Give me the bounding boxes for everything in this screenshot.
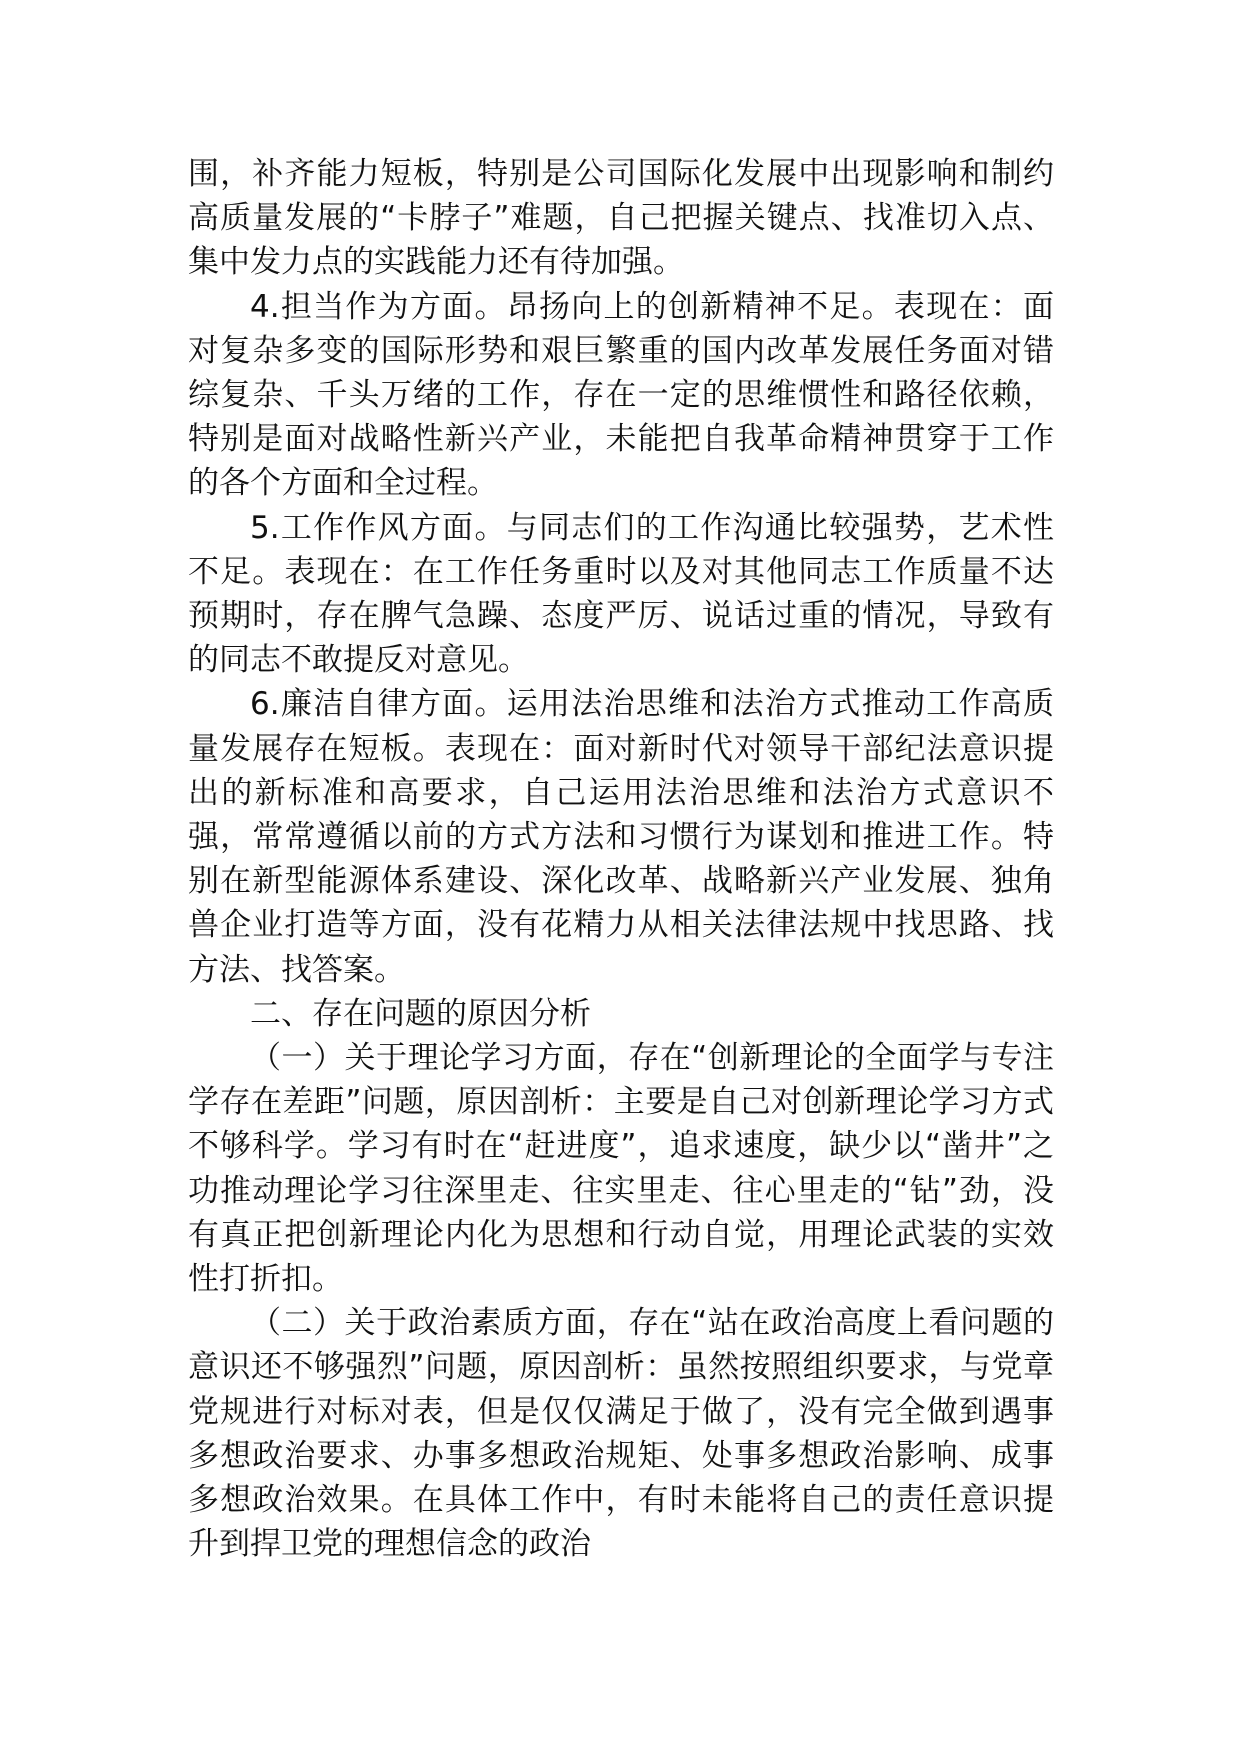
paragraph-item-5: 5.工作作风方面。与同志们的工作沟通比较强势，艺术性不足。表现在：在工作任务重时以及对其他同志工作质量不达预期时，存在脾气急躁、态度严厉、说话过重的情况，导致有的同志不敢提反对意见。 — [188, 509, 1054, 679]
paragraph-subitem-1: （一）关于理论学习方面，存在“创新理论的全面学与专注学存在差距”问题，原因剖析：主要是自己对创新理论学习方式不够科学。学习有时在“赶进度”，追求速度，缺少以“凿井”之功推动理论学习往深里走、往实里走、往心里走的“钻”劲，没有真正把创新理论内化为思想和行动自觉，用理论武装的实效性打折扣。 — [188, 1040, 1054, 1298]
paragraph-subitem-2: （二）关于政治素质方面，存在“站在政治高度上看问题的意识还不够强烈”问题，原因剖析：虽然按照组织要求，与党章党规进行对标对表，但是仅仅满足于做了，没有完全做到遇事多想政治要求、办事多想政治规矩、处事多想政治影响、成事多想政治效果。在具体工作中，有时未能将自己的责任意识提升到捍卫党的理想信念的政治 — [188, 1305, 1054, 1563]
paragraph-item-4: 4.担当作为方面。昂扬向上的创新精神不足。表现在：面对复杂多变的国际形势和艰巨繁重的国内改革发展任务面对错综复杂、千头万绪的工作，存在一定的思维惯性和路径依赖，特别是面对战略性新兴产业，未能把自我革命精神贯穿于工作的各个方面和全过程。 — [188, 288, 1054, 502]
document-body — [188, 152, 1054, 1567]
paragraph-item-6: 6.廉洁自律方面。运用法治思维和法治方式推动工作高质量发展存在短板。表现在：面对新时代对领导干部纪法意识提出的新标准和高要求，自己运用法治思维和法治方式意识不强，常常遵循以前的方式方法和习惯行为谋划和推进工作。特别在新型能源体系建设、深化改革、战略新兴产业发展、独角兽企业打造等方面，没有花精力从相关法律法规中找思路、找方法、找答案。 — [188, 686, 1054, 988]
paragraph-continuation: 围，补齐能力短板，特别是公司国际化发展中出现影响和制约高质量发展的“卡脖子”难题，自己把握关键点、找准切入点、集中发力点的实践能力还有待加强。 — [188, 156, 1054, 281]
section-heading-2: 二、存在问题的原因分析 — [250, 995, 591, 1032]
